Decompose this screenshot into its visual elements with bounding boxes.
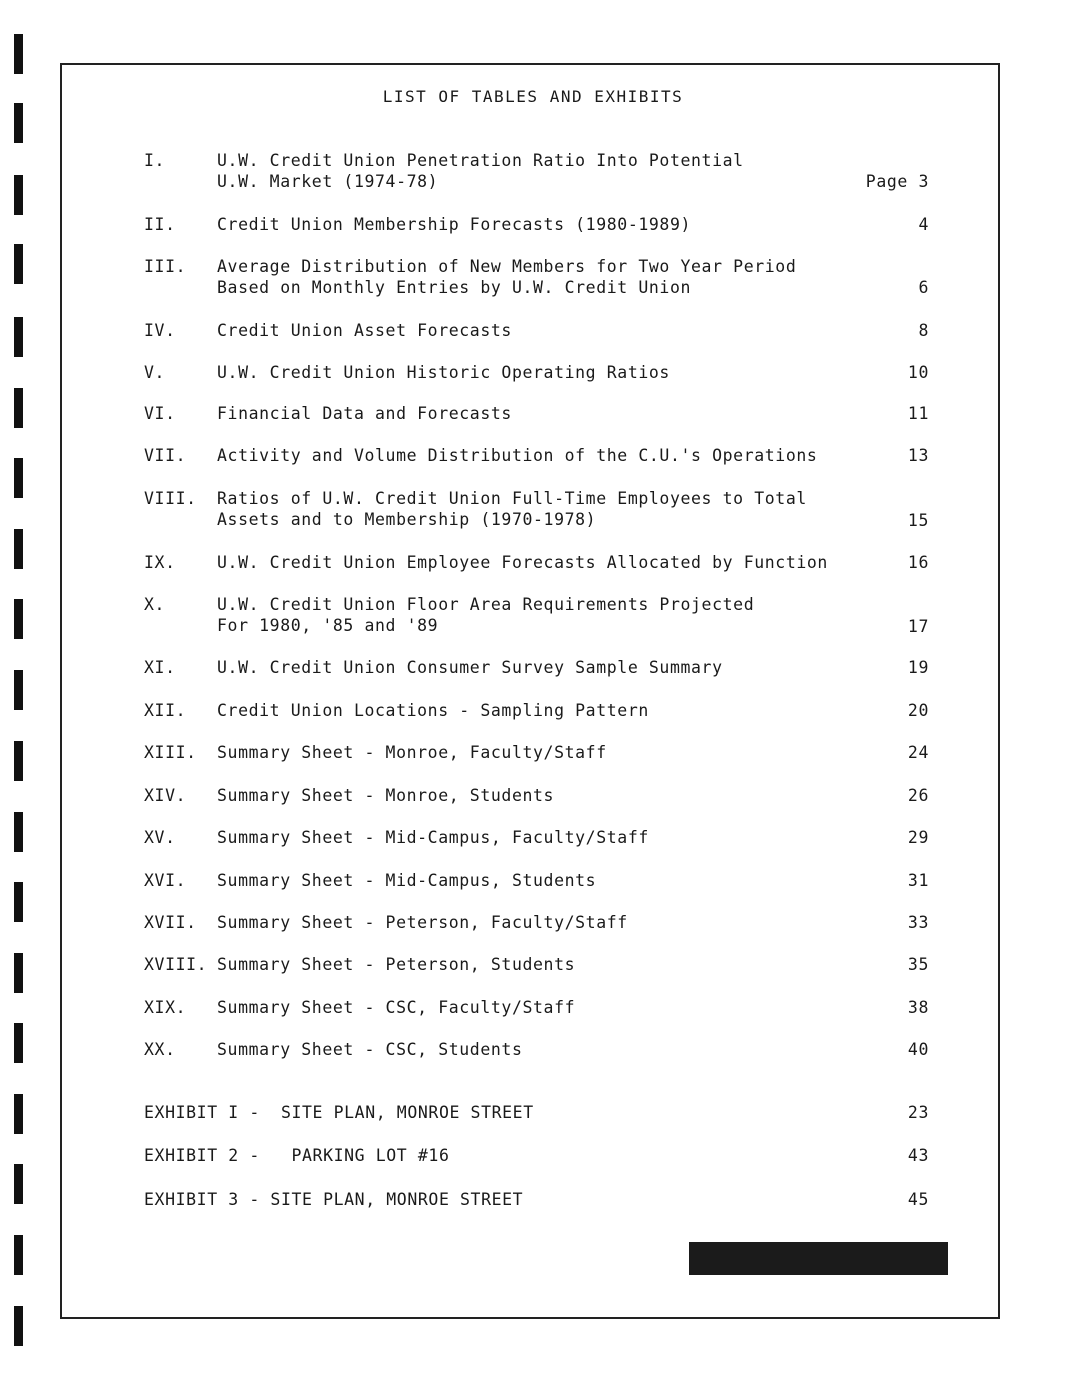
entry-title (217, 362, 857, 383)
exhibit-page: 45 (907, 1190, 929, 1209)
binding-mark (14, 34, 23, 74)
entry-title (217, 403, 857, 424)
entry-title (217, 742, 857, 763)
entry-title-line: Summary Sheet - Monroe, Faculty/Staff (217, 743, 607, 762)
entry-title (217, 320, 857, 341)
entry-page: 20 (907, 701, 929, 720)
entry-number: XIII. (144, 743, 197, 762)
entry-title-line: Based on Monthly Entries by U.W. Credit Union (217, 278, 692, 297)
entry-title (217, 912, 857, 933)
entry-title-line: U.W. Credit Union Historic Operating Ratios (217, 363, 670, 382)
entry-title-line: Summary Sheet - CSC, Faculty/Staff (217, 998, 576, 1017)
entry-title-line: Summary Sheet - Peterson, Students (217, 955, 576, 974)
entry-title (217, 594, 857, 636)
binding-mark (14, 953, 23, 993)
binding-mark (14, 1306, 23, 1346)
entry-number: XVIII. (144, 955, 208, 974)
binding-mark (14, 458, 23, 498)
entry-title-line: U.W. Market (1974-78) (217, 172, 439, 191)
entry-title-line: Assets and to Membership (1970-1978) (217, 510, 597, 529)
entry-title-line: U.W. Credit Union Consumer Survey Sample Summary (217, 658, 723, 677)
entry-number: IV. (144, 321, 176, 340)
entry-title (217, 870, 857, 891)
binding-mark (14, 670, 23, 710)
entry-number: XX. (144, 1040, 176, 1059)
binding-mark (14, 244, 23, 284)
entry-page: 26 (907, 786, 929, 805)
entry-title (217, 954, 857, 975)
binding-mark (14, 388, 23, 428)
entry-number: XV. (144, 828, 176, 847)
entry-number: XII. (144, 701, 187, 720)
entry-page: 31 (907, 871, 929, 890)
entry-title-line: U.W. Credit Union Penetration Ratio Into Potential (217, 151, 744, 170)
binding-mark (14, 103, 23, 143)
entry-title-line: Credit Union Asset Forecasts (217, 321, 512, 340)
entry-title (217, 445, 857, 466)
entry-number: XI. (144, 658, 176, 677)
entry-number: XIX. (144, 998, 187, 1017)
entry-page: 38 (907, 998, 929, 1017)
entry-page: 4 (918, 215, 929, 234)
entry-number: XIV. (144, 786, 187, 805)
entry-title (217, 488, 857, 530)
entry-title-line: For 1980, '85 and '89 (217, 616, 439, 635)
binding-mark (14, 175, 23, 215)
page-title: LIST OF TABLES AND EXHIBITS (382, 87, 684, 106)
page-border (60, 63, 1000, 1319)
redaction-bar (689, 1242, 948, 1275)
entry-page: 40 (907, 1040, 929, 1059)
entry-title-line: Credit Union Locations - Sampling Pattern (217, 701, 649, 720)
entry-title (217, 256, 857, 298)
entry-number: VI. (144, 404, 176, 423)
entry-title-line: Financial Data and Forecasts (217, 404, 512, 423)
entry-number: III. (144, 257, 187, 276)
entry-page: 19 (907, 658, 929, 677)
entry-number: IX. (144, 553, 176, 572)
entry-title-line: Summary Sheet - Mid-Campus, Faculty/Staff (217, 828, 649, 847)
exhibit-page: 43 (907, 1146, 929, 1165)
entry-title-line: U.W. Credit Union Employee Forecasts Allocated by Function (217, 553, 828, 572)
entry-title-line: Summary Sheet - CSC, Students (217, 1040, 523, 1059)
entry-title-line: Summary Sheet - Monroe, Students (217, 786, 555, 805)
entry-number: XVII. (144, 913, 197, 932)
entry-title-line: U.W. Credit Union Floor Area Requirements Projected (217, 595, 755, 614)
entry-number: VII. (144, 446, 187, 465)
entry-page: 13 (907, 446, 929, 465)
entry-title (217, 552, 857, 573)
binding-mark (14, 882, 23, 922)
entry-page: 15 (907, 511, 929, 530)
entry-title (217, 785, 857, 806)
entry-title (217, 997, 857, 1018)
entry-title (217, 214, 857, 235)
entry-page: 16 (907, 553, 929, 572)
entry-page: 10 (907, 363, 929, 382)
entry-page: 17 (907, 617, 929, 636)
exhibit-label: EXHIBIT 2 - PARKING LOT #16 (144, 1146, 450, 1165)
binding-mark (14, 1094, 23, 1134)
entry-page: Page 3 (865, 172, 929, 191)
entry-page: 29 (907, 828, 929, 847)
binding-mark (14, 599, 23, 639)
entry-page: 33 (907, 913, 929, 932)
entry-number: X. (144, 595, 166, 614)
entry-title (217, 700, 857, 721)
exhibit-page: 23 (907, 1103, 929, 1122)
entry-title-line: Summary Sheet - Peterson, Faculty/Staff (217, 913, 628, 932)
binding-mark (14, 812, 23, 852)
entry-number: XVI. (144, 871, 187, 890)
entry-title-line: Average Distribution of New Members for Two Year Period (217, 257, 797, 276)
entry-title-line: Activity and Volume Distribution of the C.U.'s Operations (217, 446, 818, 465)
entry-page: 24 (907, 743, 929, 762)
binding-mark (14, 1235, 23, 1275)
exhibit-label: EXHIBIT I - SITE PLAN, MONROE STREET (144, 1103, 534, 1122)
entry-title (217, 1039, 857, 1060)
binding-mark (14, 529, 23, 569)
exhibit-label: EXHIBIT 3 - SITE PLAN, MONROE STREET (144, 1190, 524, 1209)
entry-page: 11 (907, 404, 929, 423)
entry-title-line: Credit Union Membership Forecasts (1980-1989) (217, 215, 692, 234)
binding-mark (14, 741, 23, 781)
binding-mark (14, 1023, 23, 1063)
binding-mark (14, 317, 23, 357)
entry-number: II. (144, 215, 176, 234)
entry-number: I. (144, 151, 166, 170)
entry-page: 8 (918, 321, 929, 340)
entry-title (217, 150, 857, 192)
binding-mark (14, 1164, 23, 1204)
entry-page: 35 (907, 955, 929, 974)
entry-title (217, 657, 857, 678)
entry-title-line: Ratios of U.W. Credit Union Full-Time Employees to Total (217, 489, 807, 508)
entry-number: VIII. (144, 489, 197, 508)
entry-number: V. (144, 363, 166, 382)
entry-title (217, 827, 857, 848)
entry-title-line: Summary Sheet - Mid-Campus, Students (217, 871, 597, 890)
entry-page: 6 (918, 278, 929, 297)
